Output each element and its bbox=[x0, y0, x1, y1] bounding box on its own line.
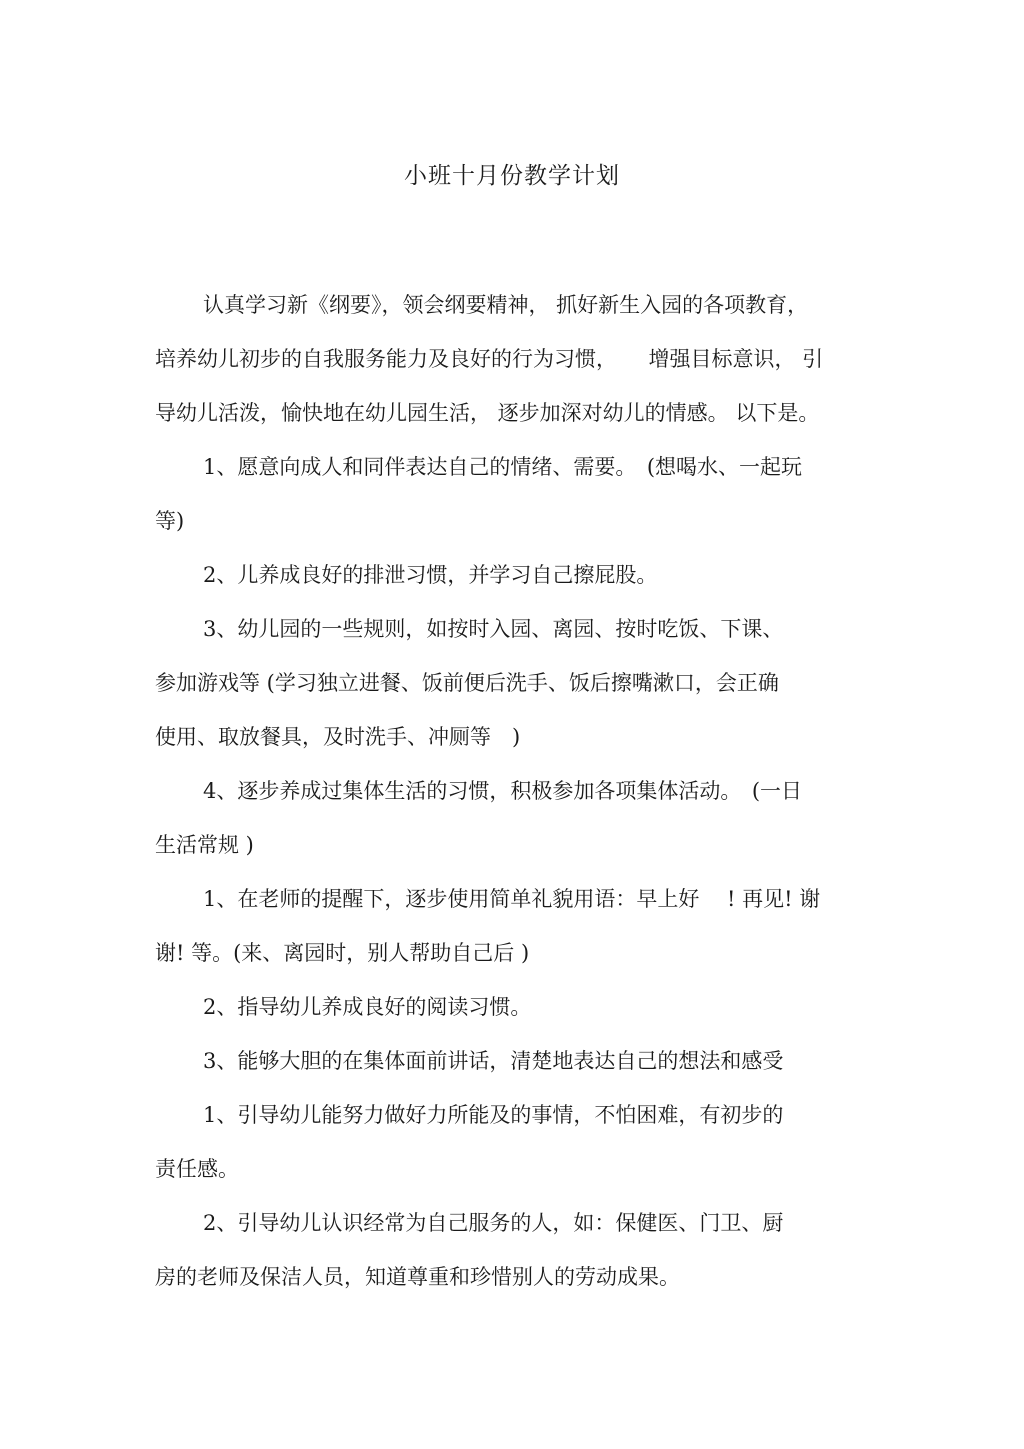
text-line: 使用、取放餐具，及时洗手、冲厕等 ) bbox=[155, 725, 521, 749]
text-line: 导幼儿活泼，愉快地在幼儿园生活， 逐步加深对幼儿的情感。 以下是。 bbox=[155, 401, 820, 425]
text-line: 2、儿养成良好的排泄习惯，并学习自己擦屁股。 bbox=[203, 563, 658, 587]
document-title: 小班十月份教学计划 bbox=[404, 163, 620, 189]
text-line: 3、幼儿园的一些规则，如按时入园、离园、按时吃饭、下课、 bbox=[203, 617, 784, 641]
body-text-block bbox=[155, 278, 873, 1304]
document-body bbox=[155, 278, 873, 1304]
text-line: 等) bbox=[155, 509, 185, 533]
text-line: 责任感。 bbox=[155, 1157, 239, 1181]
text-line: 培养幼儿初步的自我服务能力及良好的行为习惯， 增强目标意识， 引 bbox=[155, 347, 824, 371]
text-line: 谢! 等。(来、离园时，别人帮助自己后 ) bbox=[155, 941, 530, 965]
text-line: 1、引导幼儿能努力做好力所能及的事情，不怕困难，有初步的 bbox=[203, 1103, 784, 1127]
text-line: 2、引导幼儿认识经常为自己服务的人，如：保健医、门卫、厨 bbox=[203, 1211, 784, 1235]
text-line: 1、在老师的提醒下，逐步使用简单礼貌用语：早上好 ! 再见! 谢 bbox=[203, 887, 821, 911]
text-line: 认真学习新《纲要》，领会纲要精神， 抓好新生入园的各项教育， bbox=[203, 293, 809, 317]
text-line: 房的老师及保洁人员，知道尊重和珍惜别人的劳动成果。 bbox=[155, 1265, 680, 1289]
text-line: 4、逐步养成过集体生活的习惯，积极参加各项集体活动。 (一日 bbox=[203, 779, 803, 803]
text-line: 1、愿意向成人和同伴表达自己的情绪、需要。 (想喝水、一起玩 bbox=[203, 455, 803, 479]
text-line: 2、指导幼儿养成良好的阅读习惯。 bbox=[203, 995, 532, 1019]
text-line: 参加游戏等 (学习独立进餐、饭前便后洗手、饭后擦嘴漱口，会正确 bbox=[155, 671, 779, 695]
text-line: 3、能够大胆的在集体面前讲话，清楚地表达自己的想法和感受 bbox=[203, 1049, 784, 1073]
text-line: 生活常规 ) bbox=[155, 833, 254, 857]
